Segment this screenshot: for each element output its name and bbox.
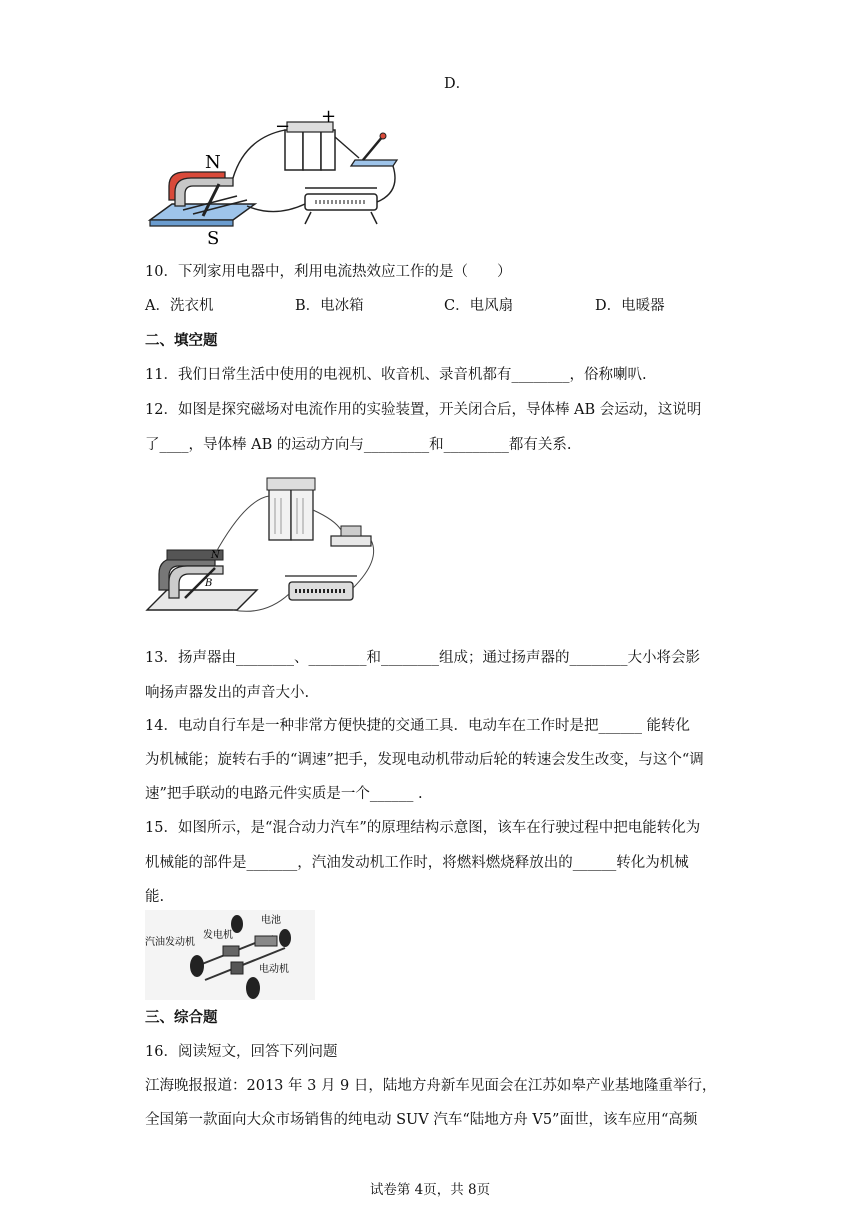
north-pole-label: N <box>205 152 221 173</box>
q14-line-2: 为机械能；旋转右手的“调速”把手，发现电动机带动后轮的转速会发生改变，与这个“调 <box>145 752 704 768</box>
q16-line-1: 16．阅读短文，回答下列问题 <box>145 1044 338 1060</box>
fig2-b-label: B <box>205 578 213 589</box>
q10-option-a: A．洗衣机 <box>145 298 214 314</box>
q14-line-3: 速”把手联动的电路元件实质是一个______ . <box>145 786 423 802</box>
q15-line-2: 机械能的部件是_______，汽油发动机工作时，将燃料燃烧释放出的______转化为机械 <box>145 855 689 871</box>
figure-motor-circuit-1 <box>145 108 405 250</box>
q15-line-1: 15．如图所示，是“混合动力汽车”的原理结构示意图，该车在行驶过程中把电能转化为 <box>145 820 701 836</box>
q10-stem: 10．下列家用电器中，利用电流热效应工作的是（ ） <box>145 264 512 280</box>
q10-option-d: D．电暖器 <box>595 298 665 314</box>
battery-minus-label: − <box>275 116 291 137</box>
q12-line-2: 了____，导体棒 AB 的运动方向与_________和_________都有关系. <box>145 437 572 453</box>
fig2-n-label: N <box>211 550 220 561</box>
q16-line-3: 全国第一款面向大众市场销售的纯电动 SUV 汽车“陆地方舟 V5”面世，该车应用“高频 <box>145 1112 698 1128</box>
q13-line-1: 13．扬声器由________、________和________组成；通过扬声器的________大小将会影 <box>145 650 700 666</box>
fig3-engine-label: 汽油发动机 <box>145 937 195 948</box>
option-d-label: D． <box>444 76 471 92</box>
q11-text: 11．我们日常生活中使用的电视机、收音机、录音机都有________，俗称喇叭. <box>145 367 647 383</box>
battery-plus-label: + <box>321 108 337 127</box>
fig3-battery-label: 电池 <box>261 915 281 926</box>
section-comprehensive-heading: 三、综合题 <box>145 1009 218 1026</box>
page-footer: 试卷第 4页，共 8页 <box>369 1182 491 1198</box>
q14-line-1: 14．电动自行车是一种非常方便快捷的交通工具．电动车在工作时是把______ 能转化 <box>145 718 691 734</box>
q15-line-3: 能. <box>145 889 165 905</box>
section-fill-blank-heading: 二、填空题 <box>145 332 218 349</box>
fig3-generator-label: 发电机 <box>203 930 233 941</box>
q10-option-b: B．电冰箱 <box>295 298 364 314</box>
figure-hybrid-car <box>145 910 315 1000</box>
south-pole-label: S <box>207 228 220 249</box>
figure-motor-circuit-2 <box>145 470 390 620</box>
q13-line-2: 响扬声器发出的声音大小. <box>145 685 310 701</box>
q16-line-2: 江海晚报报道：2013 年 3 月 9 日，陆地方舟新车见面会在江苏如皋产业基地隆重举行， <box>145 1078 717 1094</box>
q12-line-1: 12．如图是探究磁场对电流作用的实验装置，开关闭合后，导体棒 AB 会运动，这说明 <box>145 402 702 418</box>
q10-option-c: C．电风扇 <box>444 298 514 314</box>
fig3-motor-label: 电动机 <box>259 964 289 975</box>
